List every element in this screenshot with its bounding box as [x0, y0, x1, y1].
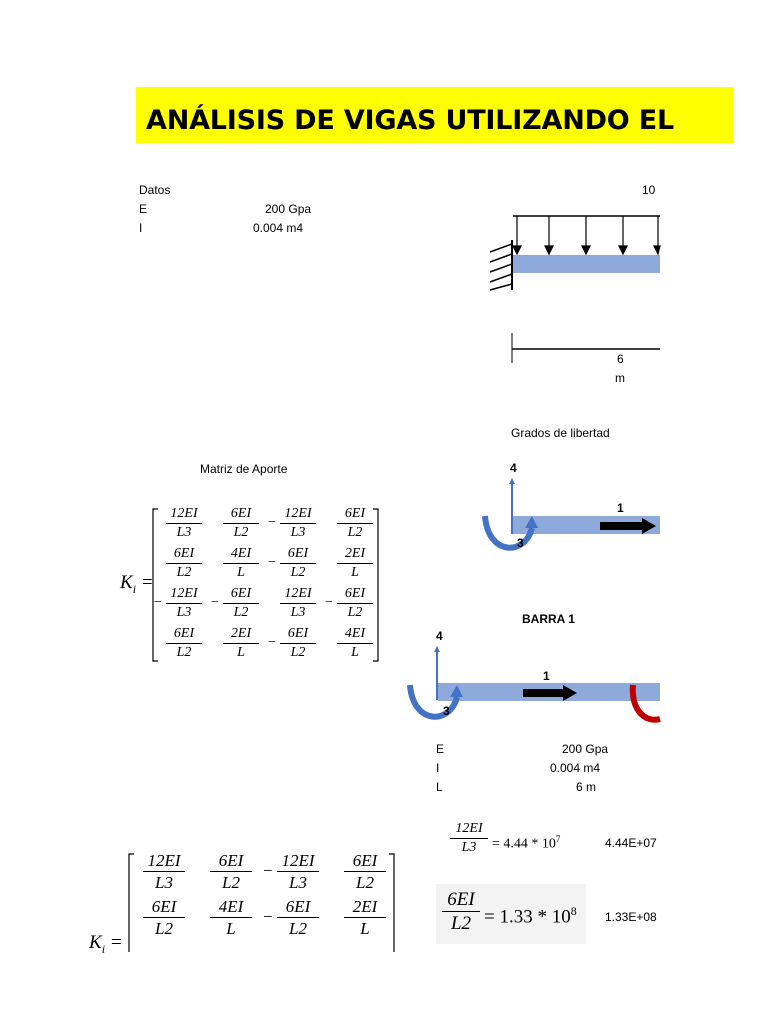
barra-dof-1: 1	[543, 669, 550, 683]
span-value: 6	[617, 352, 624, 366]
matrix-cell: 12EI L3	[166, 587, 202, 620]
datos-i-value: 0.004 m4	[253, 221, 304, 235]
fixed-support-hatch	[490, 244, 512, 290]
matrix-cell-sign: −	[263, 861, 273, 881]
equation-12ei-l3: 12EI L3 = $4.44 * 10^7$	[440, 818, 578, 866]
page-title: ANÁLISIS DE VIGAS UTILIZANDO EL	[146, 105, 674, 136]
barra-title: BARRA 1	[522, 612, 575, 626]
dof-diagram	[480, 476, 660, 556]
matrix-cell-sign: −	[211, 594, 219, 610]
datos-header: Datos	[139, 183, 171, 197]
matrix-cell: 12EI L3	[143, 852, 185, 891]
matrix-cell: 2EI L	[223, 627, 259, 660]
matrix-cell: 6EI L2	[210, 852, 252, 891]
datos-e-value: 200 Gpa	[265, 202, 312, 216]
matrix-cell: 12EI L3	[166, 507, 202, 540]
dof-horizontal-arrow	[600, 522, 644, 530]
matrix-cell-sign: −	[263, 907, 273, 927]
barra-e-value: 200 Gpa	[562, 742, 609, 756]
matrix-cell: 6EI L2	[280, 547, 316, 580]
barra-dof-4: 4	[436, 629, 443, 643]
matrix-cell-sign: −	[268, 634, 276, 650]
barra-l-value: 6 m	[576, 780, 597, 794]
matrix-cell: 12EI L3	[280, 507, 316, 540]
dof-top-3: 3	[517, 536, 524, 550]
equation-2-result: 1.33E+08	[605, 910, 657, 924]
matrix-cell: 6EI L2	[337, 507, 373, 540]
matrix-cell: 4EI L	[337, 627, 373, 660]
dof-top-1: 1	[617, 501, 624, 515]
matrix-cell: 2EI L	[344, 898, 386, 937]
matrix-cell: 6EI L2	[166, 547, 202, 580]
matrix-cell-sign: −	[154, 594, 162, 610]
stiffness-matrix-top	[108, 505, 383, 665]
cantilever-beam-diagram	[480, 210, 660, 290]
datos-i-label: I	[139, 221, 143, 235]
matrix-cell: 4EI L	[223, 547, 259, 580]
beam-body	[513, 255, 660, 273]
matrix-cell: 6EI L2	[166, 627, 202, 660]
equation-6ei-l2: 6EI L2 = $1.33 * 10^8$	[436, 884, 586, 944]
matrix-cell: 6EI L2	[280, 627, 316, 660]
equation-1-result: 4.44E+07	[605, 836, 657, 850]
matrix-cell-sign: −	[268, 554, 276, 570]
barra-dof-3: 3	[443, 704, 450, 718]
load-value: 10	[642, 183, 656, 197]
matrix-cell: 6EI L2	[337, 587, 373, 620]
matrix-cell: 2EI L	[337, 547, 373, 580]
grados-label: Grados de libertad	[511, 426, 610, 440]
span-unit: m	[615, 371, 625, 385]
matrix2-label-k: $K_i$ =	[89, 932, 123, 956]
matrix-cell: 6EI L2	[143, 898, 185, 937]
barra-i-value: 0.004 m4	[550, 761, 601, 775]
barra-i-label: I	[436, 761, 440, 775]
matrix-cell-sign: −	[325, 594, 333, 610]
matrix-cell-sign: −	[268, 514, 276, 530]
matriz-label: Matriz de Aporte	[200, 462, 288, 476]
matrix-cell: 4EI L	[210, 898, 252, 937]
span-dimension-line	[505, 333, 660, 363]
barra-horizontal-arrow	[523, 689, 565, 697]
matrix-cell: 12EI L3	[277, 852, 319, 891]
dof-top-4: 4	[510, 461, 517, 475]
matrix-cell: 6EI L2	[223, 507, 259, 540]
load-arrows	[513, 216, 660, 254]
matrix-cell: 6EI L2	[277, 898, 319, 937]
matrix-label-k: $K_i$ =	[120, 572, 154, 596]
matrix-cell: 12EI L3	[280, 587, 316, 620]
barra-l-label: L	[436, 780, 443, 794]
matrix-cell: 6EI L2	[344, 852, 386, 891]
matrix-cell: 6EI L2	[223, 587, 259, 620]
barra-e-label: E	[436, 742, 445, 756]
stiffness-matrix-bottom	[85, 850, 400, 956]
datos-e-label: E	[139, 202, 148, 216]
